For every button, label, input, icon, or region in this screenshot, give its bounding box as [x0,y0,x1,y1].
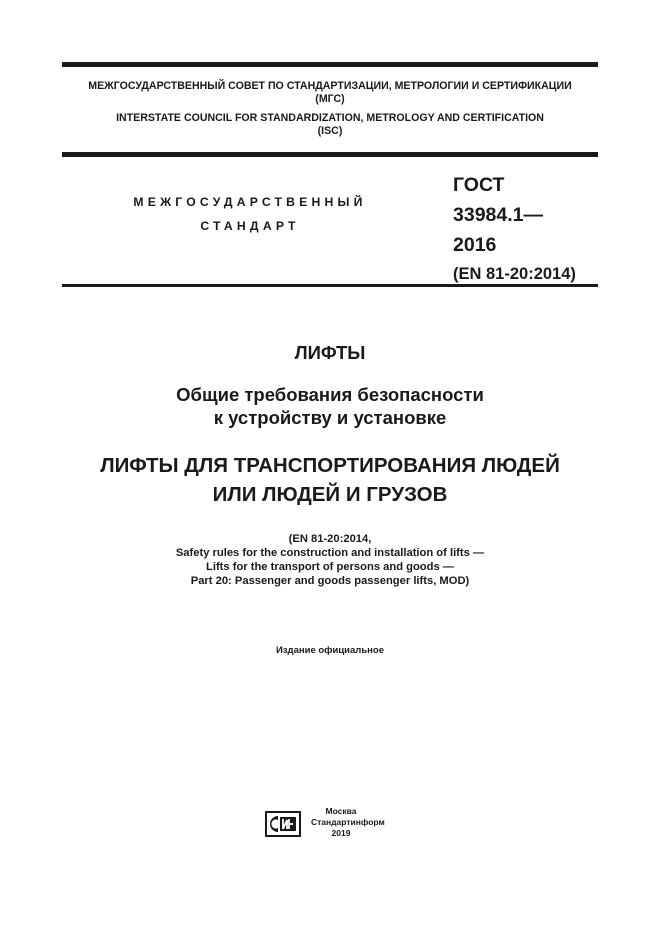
standard-type [100,190,400,238]
publication-year: 2019 [331,828,351,838]
publisher-city: Москва [325,806,357,816]
document-subtitle-line2: к устройству и установке [213,407,447,428]
document-subtitle [62,383,598,429]
en-reference-line2: Safety rules for the construction and installation of lifts — [175,547,485,559]
council-abbr-ru: (МГС) [315,93,345,105]
en-reference [62,532,598,588]
document-part-title-line1: ЛИФТЫ ДЛЯ ТРАНСПОРТИРОВАНИЯ ЛЮДЕЙ [100,454,560,477]
gost-designation [453,170,576,288]
en-reference-line3: Lifts for the transport of persons and goods — [206,561,454,573]
standard-type-line2: СТАНДАРТ [200,219,300,233]
gost-label: ГОСТ [453,174,505,196]
standard-type-line1: МЕЖГОСУДАРСТВЕННЫЙ [133,195,367,209]
council-name-ru [62,80,598,106]
document-part-title [62,451,598,509]
publisher-name: Стандартинформ [311,817,385,827]
en-reference-line1: (EN 81-20:2014, [288,533,372,545]
publisher-block [311,806,385,839]
document-subtitle-line1: Общие требования безопасности [176,384,484,405]
council-name-en-text: INTERSTATE COUNCIL FOR STANDARDIZATION, METROLOGY AND CERTIFICATION [116,112,544,124]
council-abbr-en: (ISC) [317,125,343,137]
document-title: ЛИФТЫ [294,342,366,363]
council-name-ru-text: МЕЖГОСУДАРСТВЕННЫЙ СОВЕТ ПО СТАНДАРТИЗАЦИИ, МЕТРОЛОГИИ И СЕРТИФИКАЦИИ [88,80,572,92]
document-part-title-line2: ИЛИ ЛЮДЕЙ И ГРУЗОВ [212,483,448,506]
standartinform-logo-icon [265,811,301,837]
edition-note: Издание официальное [276,645,384,656]
bottom-rule [62,284,598,287]
top-rule [62,62,598,67]
gost-number: 33984.1— [453,204,543,226]
middle-rule [62,152,598,157]
gost-year: 2016 [453,234,497,256]
en-reference-line4: Part 20: Passenger and goods passenger lifts, MOD) [190,575,470,587]
council-name-en [62,112,598,138]
gost-en-equivalent: (EN 81-20:2014) [453,265,576,283]
